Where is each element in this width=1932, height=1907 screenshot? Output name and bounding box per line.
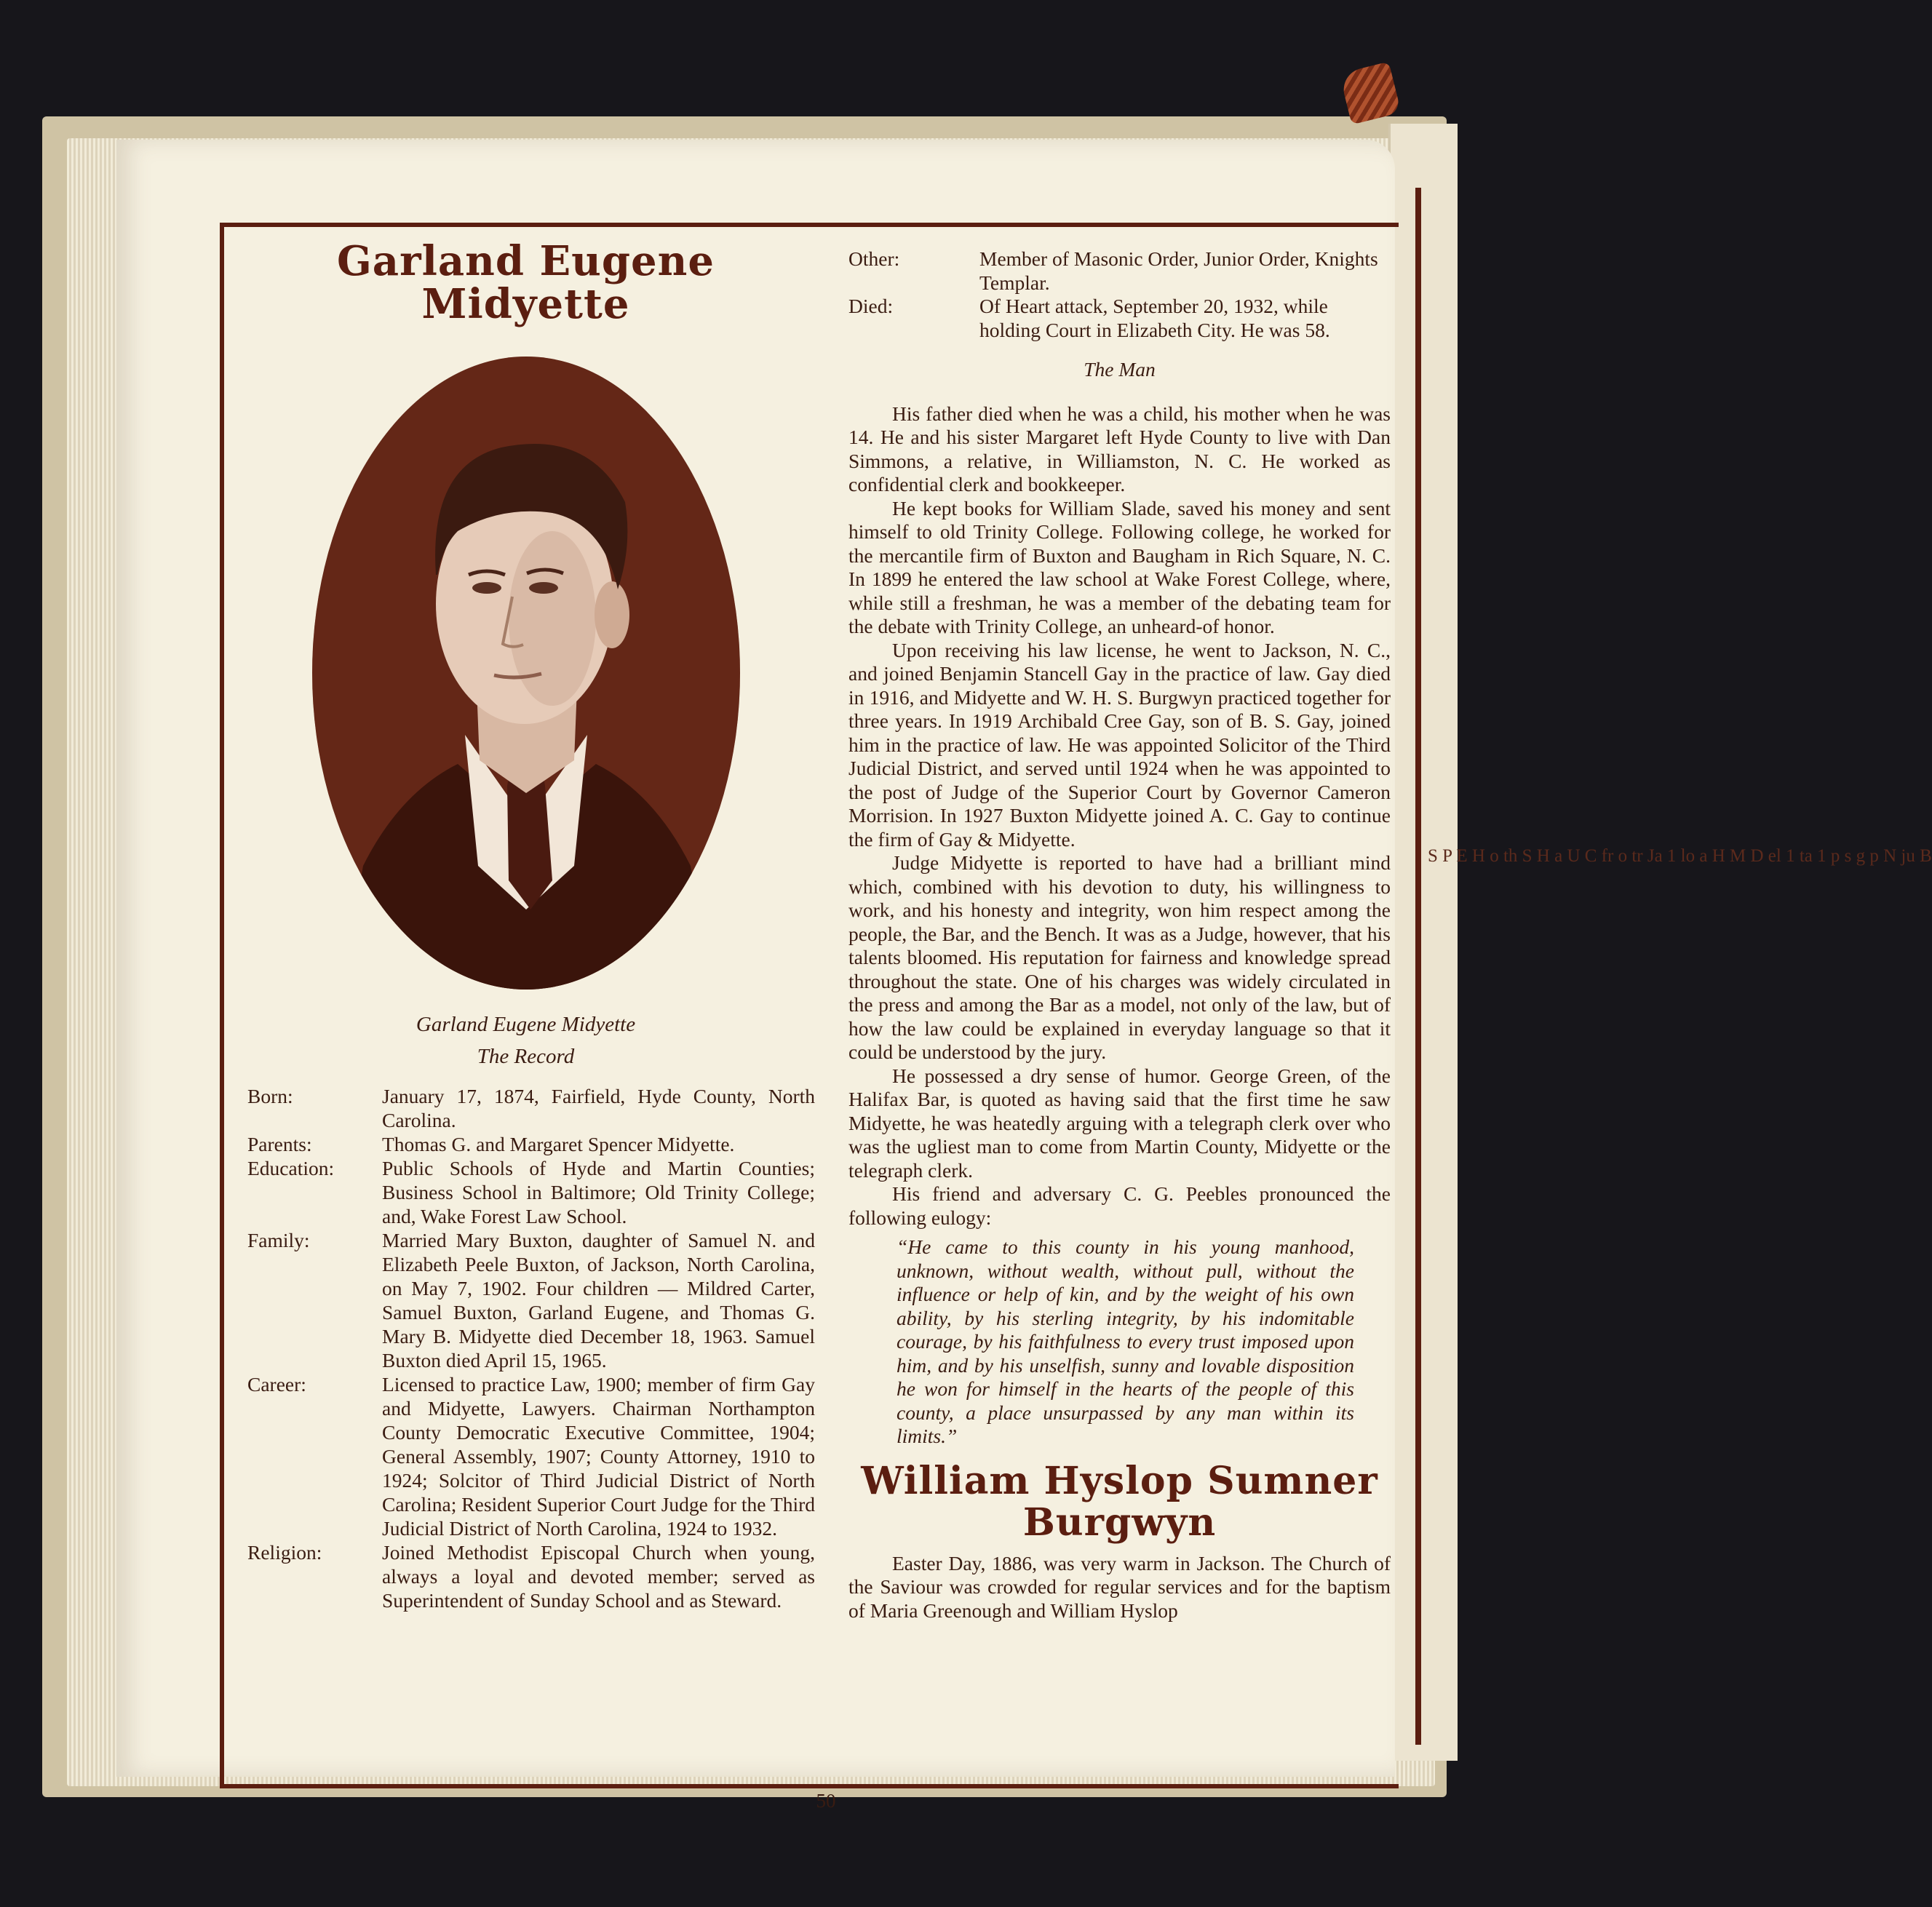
body-paragraph: His father died when he was a child, his mother when he was 14. He and his sister Margaret left Hyde County to live with Dan Simmons, a relative, in Williamston, N. C. He worked as confidential clerk and bookkeeper. <box>848 402 1391 495</box>
portrait-photo <box>312 357 740 990</box>
record-row-religion <box>247 1540 815 1612</box>
body-paragraph: He possessed a dry sense of humor. George Green, of the Halifax Bar, is quoted as having said that the first time he saw Midyette, he was heatedly arguing with a telegraph clerk over who was the ugliest man to come from Martin County, Midyette or the telegraph clerk. <box>848 1064 1391 1182</box>
record-label: Education: <box>247 1156 335 1179</box>
record-value: January 17, 1874, Fairfield, Hyde County, North Carolina. <box>382 1084 815 1131</box>
article-title: Garland Eugene Midyette <box>336 237 715 328</box>
body-paragraph: Upon receiving his law license, he went to Jackson, N. C., and joined Benjamin Stancell Gay in the practice of law. Gay died in 1916, and Midyette and W. H. S. Burgwyn practiced together for three years. In 1919 Archibald Cree Gay, son of B. S. Gay, joined him in the practice of law. He was appointed Solicitor of the Third Judicial District, and served until 1924 when he was appointed to the post of Judge of the Superior Court by Governor Cameron Morrision. In 1927 Buxton Midyette joined A. C. Gay to continue the firm of Gay & Midyette. <box>848 638 1391 851</box>
record-label: Career: <box>247 1372 306 1396</box>
record-value: Joined Methodist Episcopal Church when young, always a loyal and devoted member; served as Superintendent of Sunday School and as Steward. <box>382 1540 815 1612</box>
next-page-border-rule <box>1415 188 1421 1745</box>
record-value: Member of Masonic Order, Junior Order, Knights Templar. <box>979 247 1378 294</box>
body-paragraph: His friend and adversary C. G. Peebles pronounced the following eulogy: <box>848 1182 1391 1229</box>
record-value: Licensed to practice Law, 1900; member of firm Gay and Midyette, Lawyers. Chairman Northampton County Democratic Executive Committee, 1904; General Assembly, 1907; County Attorney, 1910 to 1924; Solcitor of Third Judicial District of North Carolina; Resident Superior Court Judge for the Third Judicial District of North Carolina, 1924 to 1932. <box>382 1372 815 1540</box>
record-value: Public Schools of Hyde and Martin Counties; Business School in Baltimore; Old Trinity College; and, Wake Forest Law School. <box>382 1156 815 1227</box>
body-paragraph: He kept books for William Slade, saved his money and sent himself to old Trinity College. Following college, he worked for the mercantile firm of Buxton and Baugham in Rich Square, N. C. In 1899 he entered the law school at Wake Forest College, where, while still a freshman, he was a member of the debating team for the debate with Trinity College, an unheard-of honor. <box>848 496 1391 637</box>
right-column <box>848 247 1391 1623</box>
record-label: Born: <box>247 1084 293 1107</box>
record-row-born <box>247 1084 815 1132</box>
eulogy-quote: “He came to this county in his young manhood, unknown, without wealth, without pull, without the influence or help of kin, and by the weight of his own ability, by his sterling integrity, by his indomitable courage, by his faithfulness to every trust imposed upon him, and by his unselfish, sunny and lovable disposition he won for himself in the hearts of the people of this county, a place unsurpassed by any man within its limits.” <box>897 1235 1354 1447</box>
record-label: Died: <box>848 295 894 317</box>
body-paragraph: Judge Midyette is reported to have had a brilliant mind which, combined with his devotion to duty, his willingness to work, and his honesty and integrity, won him respect among the people, the Bar, and the Bench. It was as a Judge, however, that his talents bloomed. His reputation for fairness and knowledge spread throughout the state. One of his charges was widely circulated in the press and among the Bar as a model, not only of the law, but of how the law could be explained in everyday language so that it could be understood by the jury. <box>848 851 1391 1063</box>
record-heading: The Record <box>477 1044 575 1068</box>
record-value: Thomas G. and Margaret Spencer Midyette. <box>382 1132 735 1155</box>
record-row-family <box>247 1228 815 1372</box>
next-article-opening: Easter Day, 1886, was very warm in Jackson. The Church of the Saviour was crowded for regular services and for the baptism of Maria Greenough and William Hyslop <box>848 1551 1391 1622</box>
portrait-caption: Garland Eugene Midyette <box>416 1012 636 1036</box>
record-row-career <box>247 1372 815 1540</box>
record-row-died <box>848 295 1391 342</box>
page-number: 50 <box>816 1790 836 1812</box>
ribbon-bookmark <box>1339 62 1401 125</box>
record-label: Family: <box>247 1228 310 1251</box>
record-row-other <box>848 247 1391 295</box>
record-label: Other: <box>848 247 900 270</box>
record-label: Parents: <box>247 1132 312 1155</box>
record-list <box>247 1084 815 1612</box>
record-value: Married Mary Buxton, daughter of Samuel N. and Elizabeth Peele Buxton, of Jackson, North Carolina, on May 7, 1902. Four children — Mildred Carter, Samuel Buxton, Garland Eugene, and Thomas G. Mary B. Midyette died December 18, 1963. Samuel Buxton died April 15, 1965. <box>382 1228 815 1371</box>
record-label: Religion: <box>247 1540 322 1564</box>
section-heading-the-man: The Man <box>1084 358 1156 381</box>
left-column <box>247 237 815 1612</box>
record-value: Of Heart attack, September 20, 1932, while holding Court in Elizabeth City. He was 58. <box>979 295 1330 341</box>
next-page-text-fragment: S P E H o th S H a U C fr o tr Ja 1 lo a H M D el 1 ta 1 p s g p N ju B <box>1428 846 1932 866</box>
next-article-title: William Hyslop Sumner Burgwyn <box>861 1458 1378 1545</box>
record-row-education <box>247 1156 815 1228</box>
record-row-parents <box>247 1132 815 1156</box>
